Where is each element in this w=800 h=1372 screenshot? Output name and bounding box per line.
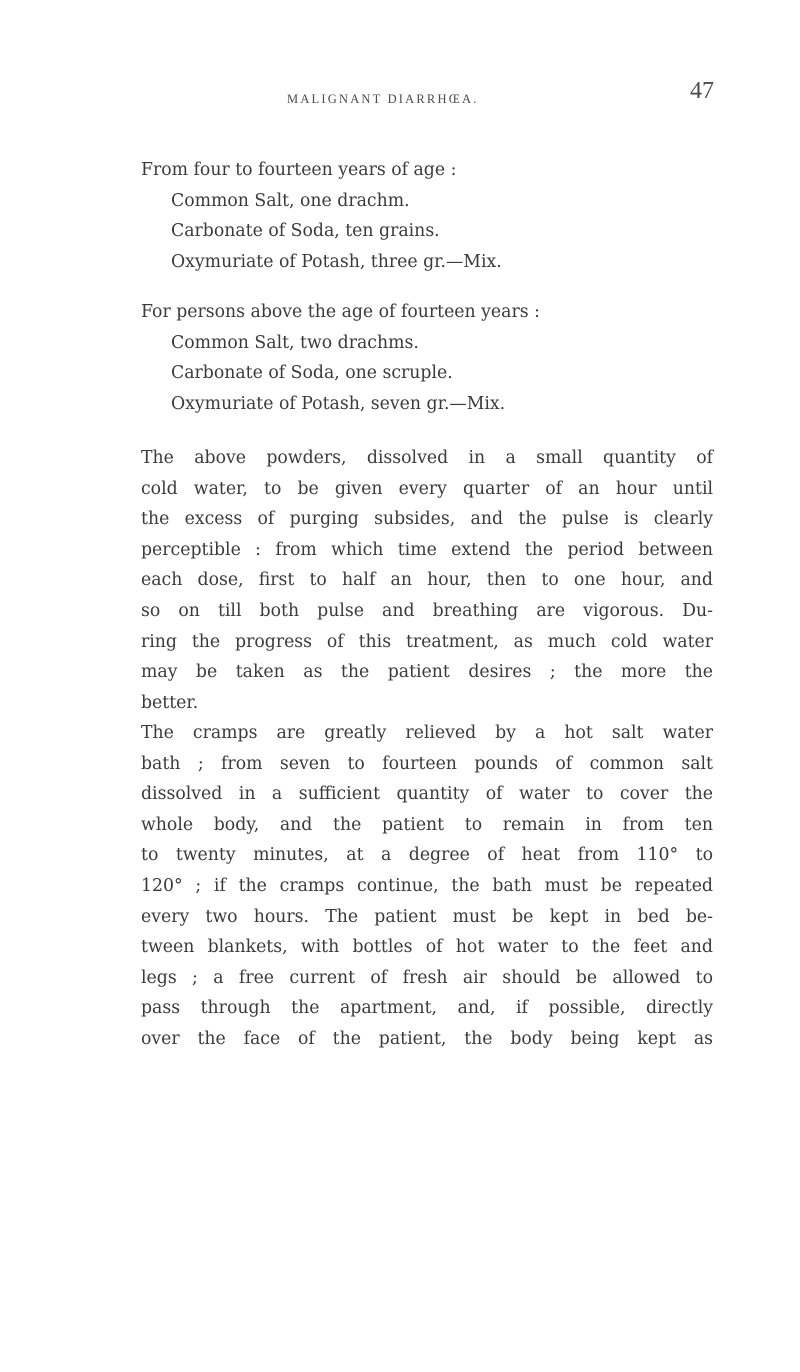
- paragraph: [141, 443, 713, 718]
- text-line: tween blankets, with bottles of hot water to the feet and: [141, 937, 713, 958]
- text-line: cold water, to be given every quarter of an hour until: [141, 478, 713, 499]
- text-line: to twenty minutes, at a degree of heat from 110° to: [141, 845, 713, 866]
- text-line: pass through the apartment, and, if possible, directly: [141, 998, 713, 1019]
- text-line: every two hours. The patient must be kept in bed be-: [141, 906, 713, 927]
- text-line: so on till both pulse and breathing are vigorous. Du-: [141, 600, 713, 621]
- text-line: each dose, first to half an hour, then to one hour, and: [141, 570, 713, 591]
- text-line: dissolved in a sufficient quantity of water to cover the: [141, 784, 713, 805]
- prescription-item: Common Salt, two drachms.: [171, 333, 419, 353]
- text-line: The above powders, dissolved in a small quantity of: [141, 448, 713, 468]
- prescription-item: Oxymuriate of Potash, seven gr.—Mix.: [171, 394, 506, 414]
- paragraph: [141, 718, 713, 1055]
- text-line: the excess of purging subsides, and the pulse is clearly: [141, 509, 713, 530]
- page-number: 47: [690, 78, 714, 104]
- prescription-intro: For persons above the age of fourteen years :: [141, 302, 540, 322]
- text-line: legs ; a free current of fresh air should be allowed to: [141, 967, 713, 988]
- prescription-item: Carbonate of Soda, ten grains.: [171, 221, 440, 241]
- text-line: over the face of the patient, the body being kept as: [141, 1028, 713, 1049]
- prescription-item: Oxymuriate of Potash, three gr.—Mix.: [171, 252, 502, 272]
- text-line: whole body, and the patient to remain in from ten: [141, 814, 713, 835]
- text-line: bath ; from seven to fourteen pounds of common salt: [141, 753, 713, 774]
- running-title: MALIGNANT DIARRHŒA.: [287, 92, 479, 106]
- text-line: may be taken as the patient desires ; the more the: [141, 662, 713, 683]
- text-line: The cramps are greatly relieved by a hot salt water: [141, 723, 713, 743]
- text-line: perceptible : from which time extend the period between: [141, 539, 713, 560]
- prescription-intro: From four to fourteen years of age :: [141, 160, 457, 180]
- prescription-item: Common Salt, one drachm.: [171, 191, 410, 211]
- text-line: 120° ; if the cramps continue, the bath must be repeated: [141, 875, 713, 896]
- text-line: ring the progress of this treatment, as much cold water: [141, 631, 713, 652]
- text-line: better.: [141, 692, 199, 713]
- prescription-item: Carbonate of Soda, one scruple.: [171, 363, 453, 383]
